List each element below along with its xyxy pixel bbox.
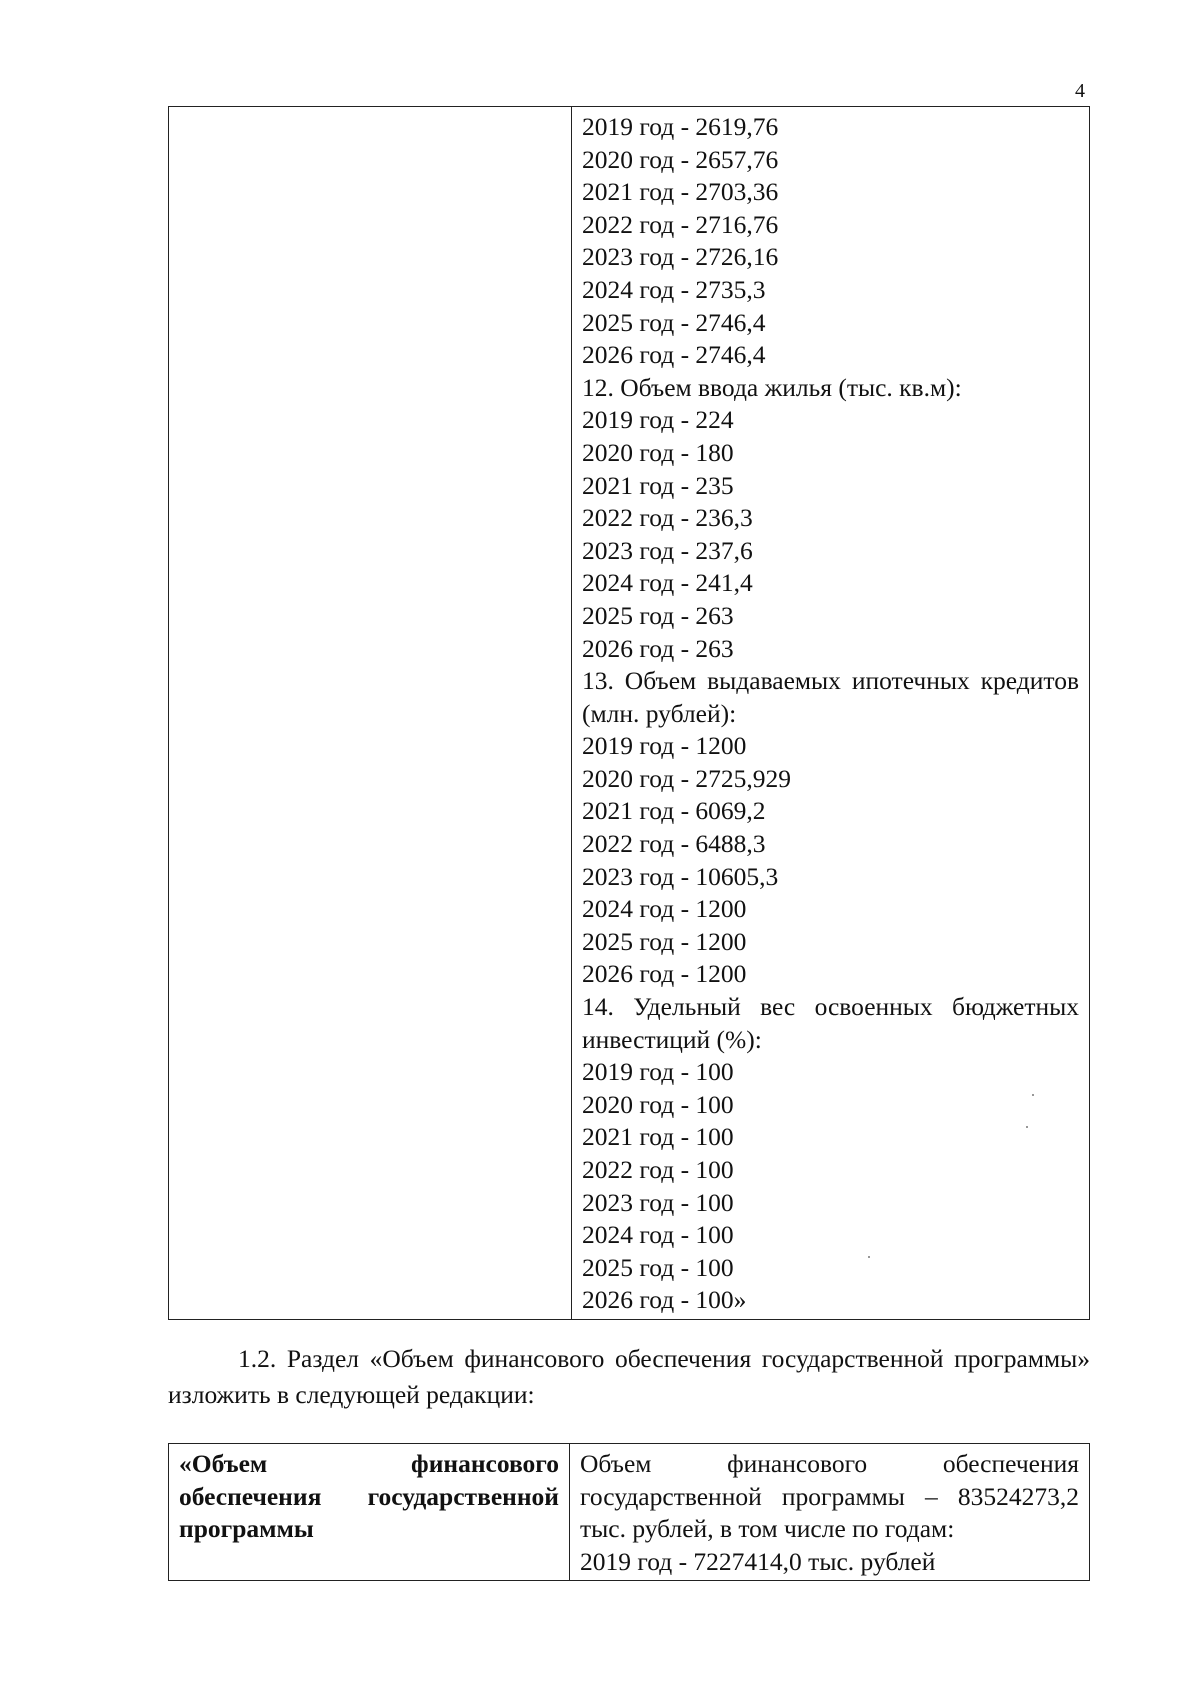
page-number: 4 <box>1075 80 1085 102</box>
indicator-line: 2022 год - 6488,3 <box>582 829 766 859</box>
indicator-line: 2026 год - 100» <box>582 1285 747 1315</box>
indicator-line: 2024 год - 1200 <box>582 894 747 924</box>
indicator-line: 2026 год - 263 <box>582 633 734 663</box>
scan-speck <box>1026 1126 1028 1128</box>
indicator-line: 2022 год - 236,3 <box>582 503 753 533</box>
indicator-line: 2024 год - 2735,3 <box>582 274 766 304</box>
indicator-line: 2026 год - 1200 <box>582 959 747 989</box>
indicator-line: 2022 год - 100 <box>582 1155 734 1184</box>
indicator-line: 2026 год - 2746,4 <box>582 340 766 370</box>
indicator-line: 2023 год - 100 <box>582 1187 734 1217</box>
financing-table-left-cell <box>169 1444 570 1581</box>
financing-table-right-cell <box>570 1444 1090 1581</box>
indicators-table <box>168 106 1090 1320</box>
indicator-line: 2020 год - 2725,929 <box>582 763 792 793</box>
indicator-line: 2024 год - 241,4 <box>582 568 753 598</box>
indicator-line: 2019 год - 2619,76 <box>582 112 779 141</box>
indicator-line: 2025 год - 100 <box>582 1252 734 1282</box>
indicator-line: 2021 год - 235 <box>582 470 734 500</box>
indicator-line: 2022 год - 2716,76 <box>582 209 779 239</box>
indicator-line: 2023 год - 10605,3 <box>582 861 779 891</box>
financing-total-text: Объем финансового обеспечения государственной программы – 83524273,2 тыс. рублей, в том числе по годам: <box>580 1449 1079 1544</box>
indicator-line: 2020 год - 2657,76 <box>582 144 779 174</box>
financing-table <box>168 1443 1090 1581</box>
indicator-line: 2025 год - 263 <box>582 600 734 630</box>
indicator-line: 2025 год - 1200 <box>582 926 747 956</box>
financing-2019-line: 2019 год - 7227414,0 тыс. рублей <box>580 1546 936 1576</box>
indicators-table-right-cell <box>572 107 1090 1320</box>
investment-indicator-lines <box>582 1056 1079 1317</box>
indicator-line: 2024 год - 100 <box>582 1220 734 1250</box>
indicator-line: 2019 год - 224 <box>582 405 734 435</box>
section-1-2-paragraph <box>168 1341 1090 1413</box>
section-1-2-text: 1.2. Раздел «Объем финансового обеспечения государственной программы» изложить в следующей редакции: <box>168 1344 1090 1409</box>
indicator-line: 2020 год - 180 <box>582 437 734 467</box>
scan-speck <box>868 1256 870 1258</box>
indicator-line: 2020 год - 100 <box>582 1089 734 1119</box>
indicator-line: 2023 год - 237,6 <box>582 535 753 565</box>
indicator-line: 2019 год - 1200 <box>582 731 747 761</box>
indicator-line: 2025 год - 2746,4 <box>582 307 766 337</box>
financing-label: «Объем финансового обеспечения государственной программы <box>179 1449 559 1544</box>
investment-heading: 14. Удельный вес освоенных бюджетных инвестиций (%): <box>582 992 1079 1054</box>
housing-indicator-lines <box>582 111 1079 665</box>
scan-speck <box>1032 1094 1034 1096</box>
indicator-line: 2021 год - 100 <box>582 1122 734 1152</box>
indicator-line: 2019 год - 100 <box>582 1057 734 1087</box>
indicators-table-left-cell <box>169 107 572 1320</box>
mortgage-heading: 13. Объем выдаваемых ипотечных кредитов (млн. рублей): <box>582 666 1079 728</box>
indicator-line: 2021 год - 6069,2 <box>582 796 766 826</box>
mortgage-indicator-lines <box>582 730 1079 991</box>
indicator-line: 12. Объем ввода жилья (тыс. кв.м): <box>582 372 962 402</box>
indicator-line: 2021 год - 2703,36 <box>582 177 779 207</box>
indicator-line: 2023 год - 2726,16 <box>582 242 779 272</box>
